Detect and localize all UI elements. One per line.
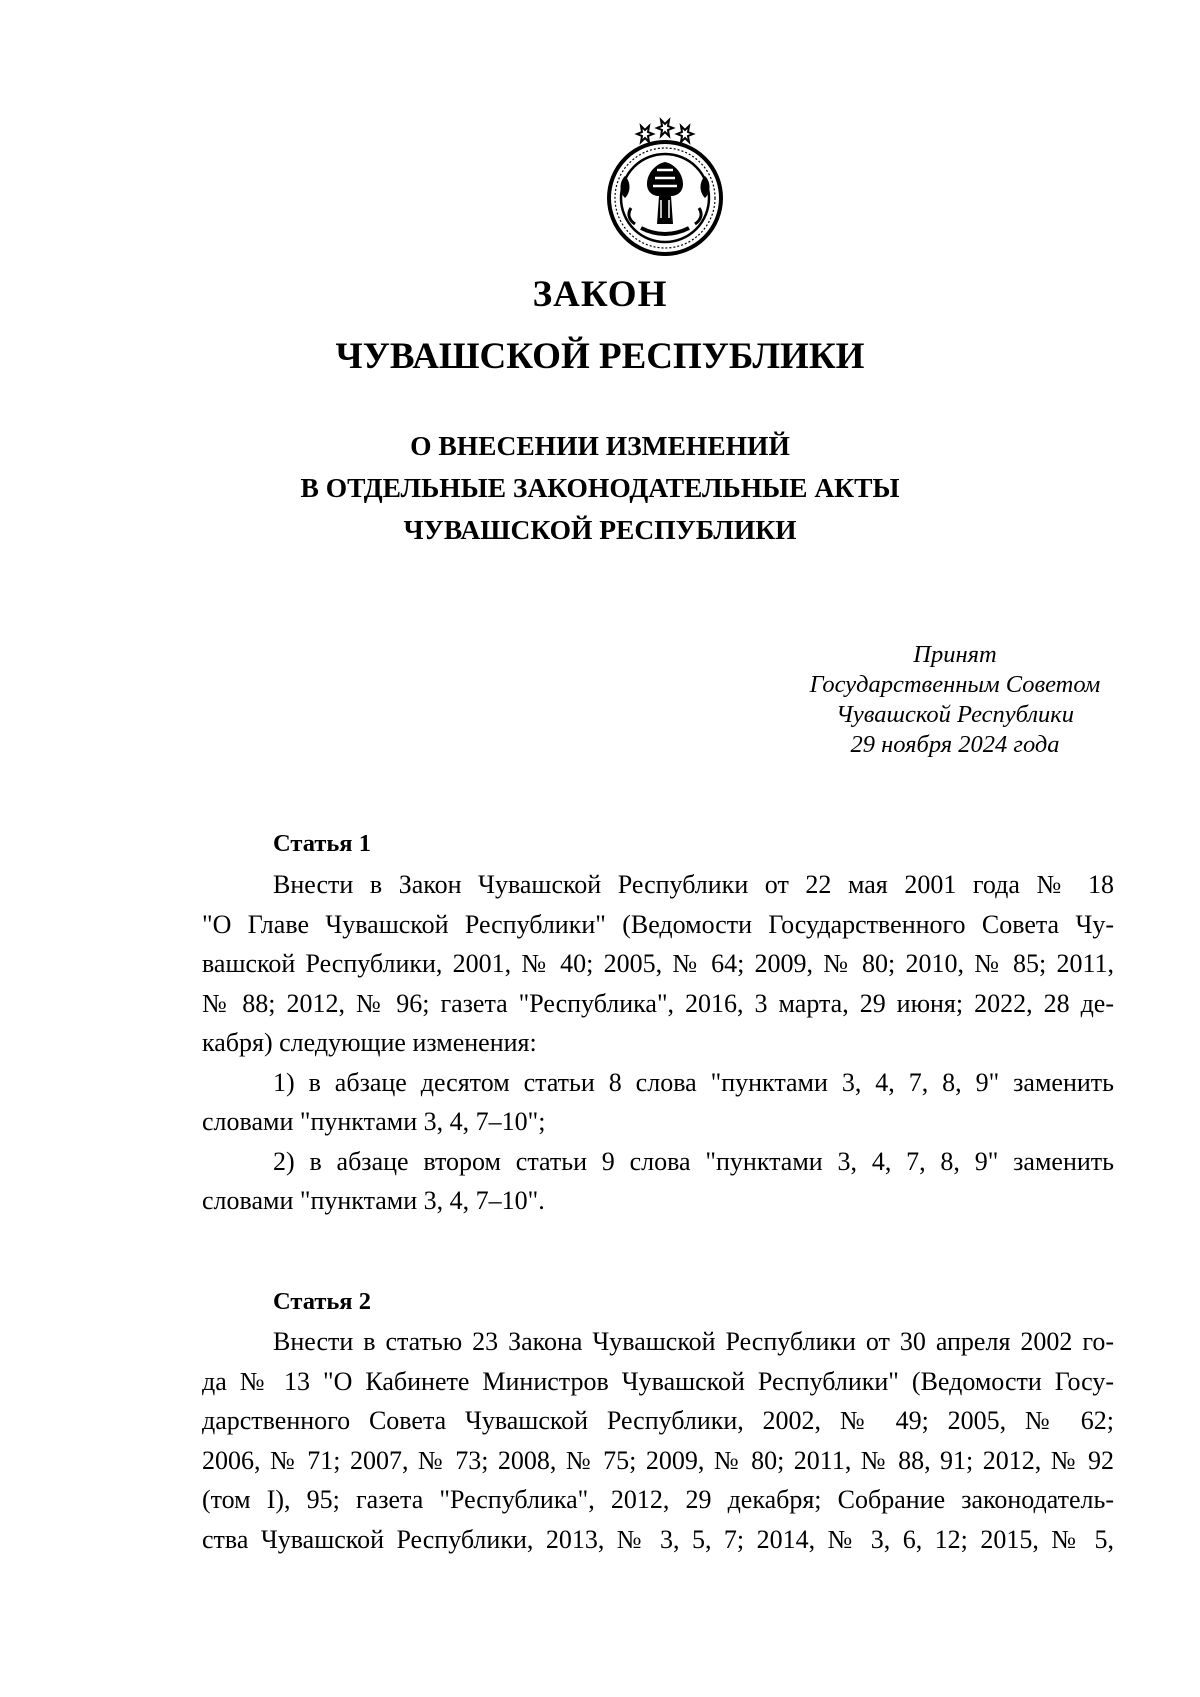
adoption-line: Чувашской Республики <box>836 701 1074 728</box>
article-1-title: Статья 1 <box>273 830 371 857</box>
article-paragraph <box>202 1322 1114 1559</box>
law-subject-line: ЧУВАШСКОЙ РЕСПУБЛИКИ <box>403 514 797 545</box>
text-line: № 88; 2012, № 96; газета "Республика", 2016, 3 марта, 29 июня; 2022, 28 де- <box>202 988 1114 1018</box>
law-region: ЧУВАШСКОЙ РЕСПУБЛИКИ <box>335 336 865 377</box>
text-line: вашской Республики, 2001, № 40; 2005, № 64; 2009, № 80; 2010, № 85; 2011, <box>202 949 1114 978</box>
law-title: ЗАКОН <box>532 274 668 315</box>
law-subject-line: В ОТДЕЛЬНЫЕ ЗАКОНОДАТЕЛЬНЫЕ АКТЫ <box>300 472 900 503</box>
text-line: дарственного Совета Чувашской Республики, 2002, № 49; 2005, № 62; <box>202 1406 1114 1435</box>
text-line: Внести в статью 23 Закона Чувашской Республики от 30 апреля 2002 го- <box>273 1327 1114 1356</box>
text-line: "О Главе Чувашской Республики" (Ведомости Государственного Совета Чу- <box>202 909 1114 939</box>
text-line: словами "пунктами 3, 4, 7–10". <box>202 1186 545 1215</box>
text-line: ства Чувашской Республики, 2013, № 3, 5, 7; 2014, № 3, 6, 12; 2015, № 5, <box>202 1524 1114 1554</box>
chuvash-republic-emblem-icon <box>595 116 735 258</box>
text-line: 1) в абзаце десятом статьи 8 слова "пунктами 3, 4, 7, 8, 9" заменить <box>273 1067 1114 1097</box>
adoption-line: Принят <box>913 641 997 668</box>
text-line: 2006, № 71; 2007, № 73; 2008, № 75; 2009, № 80; 2011, № 88, 91; 2012, № 92 <box>202 1445 1114 1475</box>
article-paragraph <box>202 1142 1114 1221</box>
text-line: кабря) следующие изменения: <box>202 1028 537 1057</box>
text-line: словами "пунктами 3, 4, 7–10"; <box>202 1107 546 1136</box>
article-2-title: Статья 2 <box>273 1288 371 1315</box>
law-subject-line: О ВНЕСЕНИИ ИЗМЕНЕНИЙ <box>410 430 790 461</box>
article-paragraph <box>202 865 1114 1063</box>
adoption-line: Государственным Советом <box>809 671 1101 698</box>
text-line: да № 13 "О Кабинете Министров Чувашской Республики" (Ведомости Госу- <box>202 1366 1114 1396</box>
adoption-note <box>790 640 1120 760</box>
article-paragraph <box>202 1063 1114 1142</box>
article-2-body <box>202 1322 1114 1559</box>
text-line: (том I), 95; газета "Республика", 2012, 29 декабря; Собрание законодатель- <box>202 1485 1114 1514</box>
article-1-body <box>202 865 1114 1221</box>
adoption-date: 29 ноября 2024 года <box>850 731 1060 758</box>
law-subject <box>0 425 1200 551</box>
text-line: Внести в Закон Чувашской Республики от 22 мая 2001 года № 18 <box>273 870 1114 899</box>
text-line: 2) в абзаце втором статьи 9 слова "пунктами 3, 4, 7, 8, 9" заменить <box>273 1146 1114 1176</box>
